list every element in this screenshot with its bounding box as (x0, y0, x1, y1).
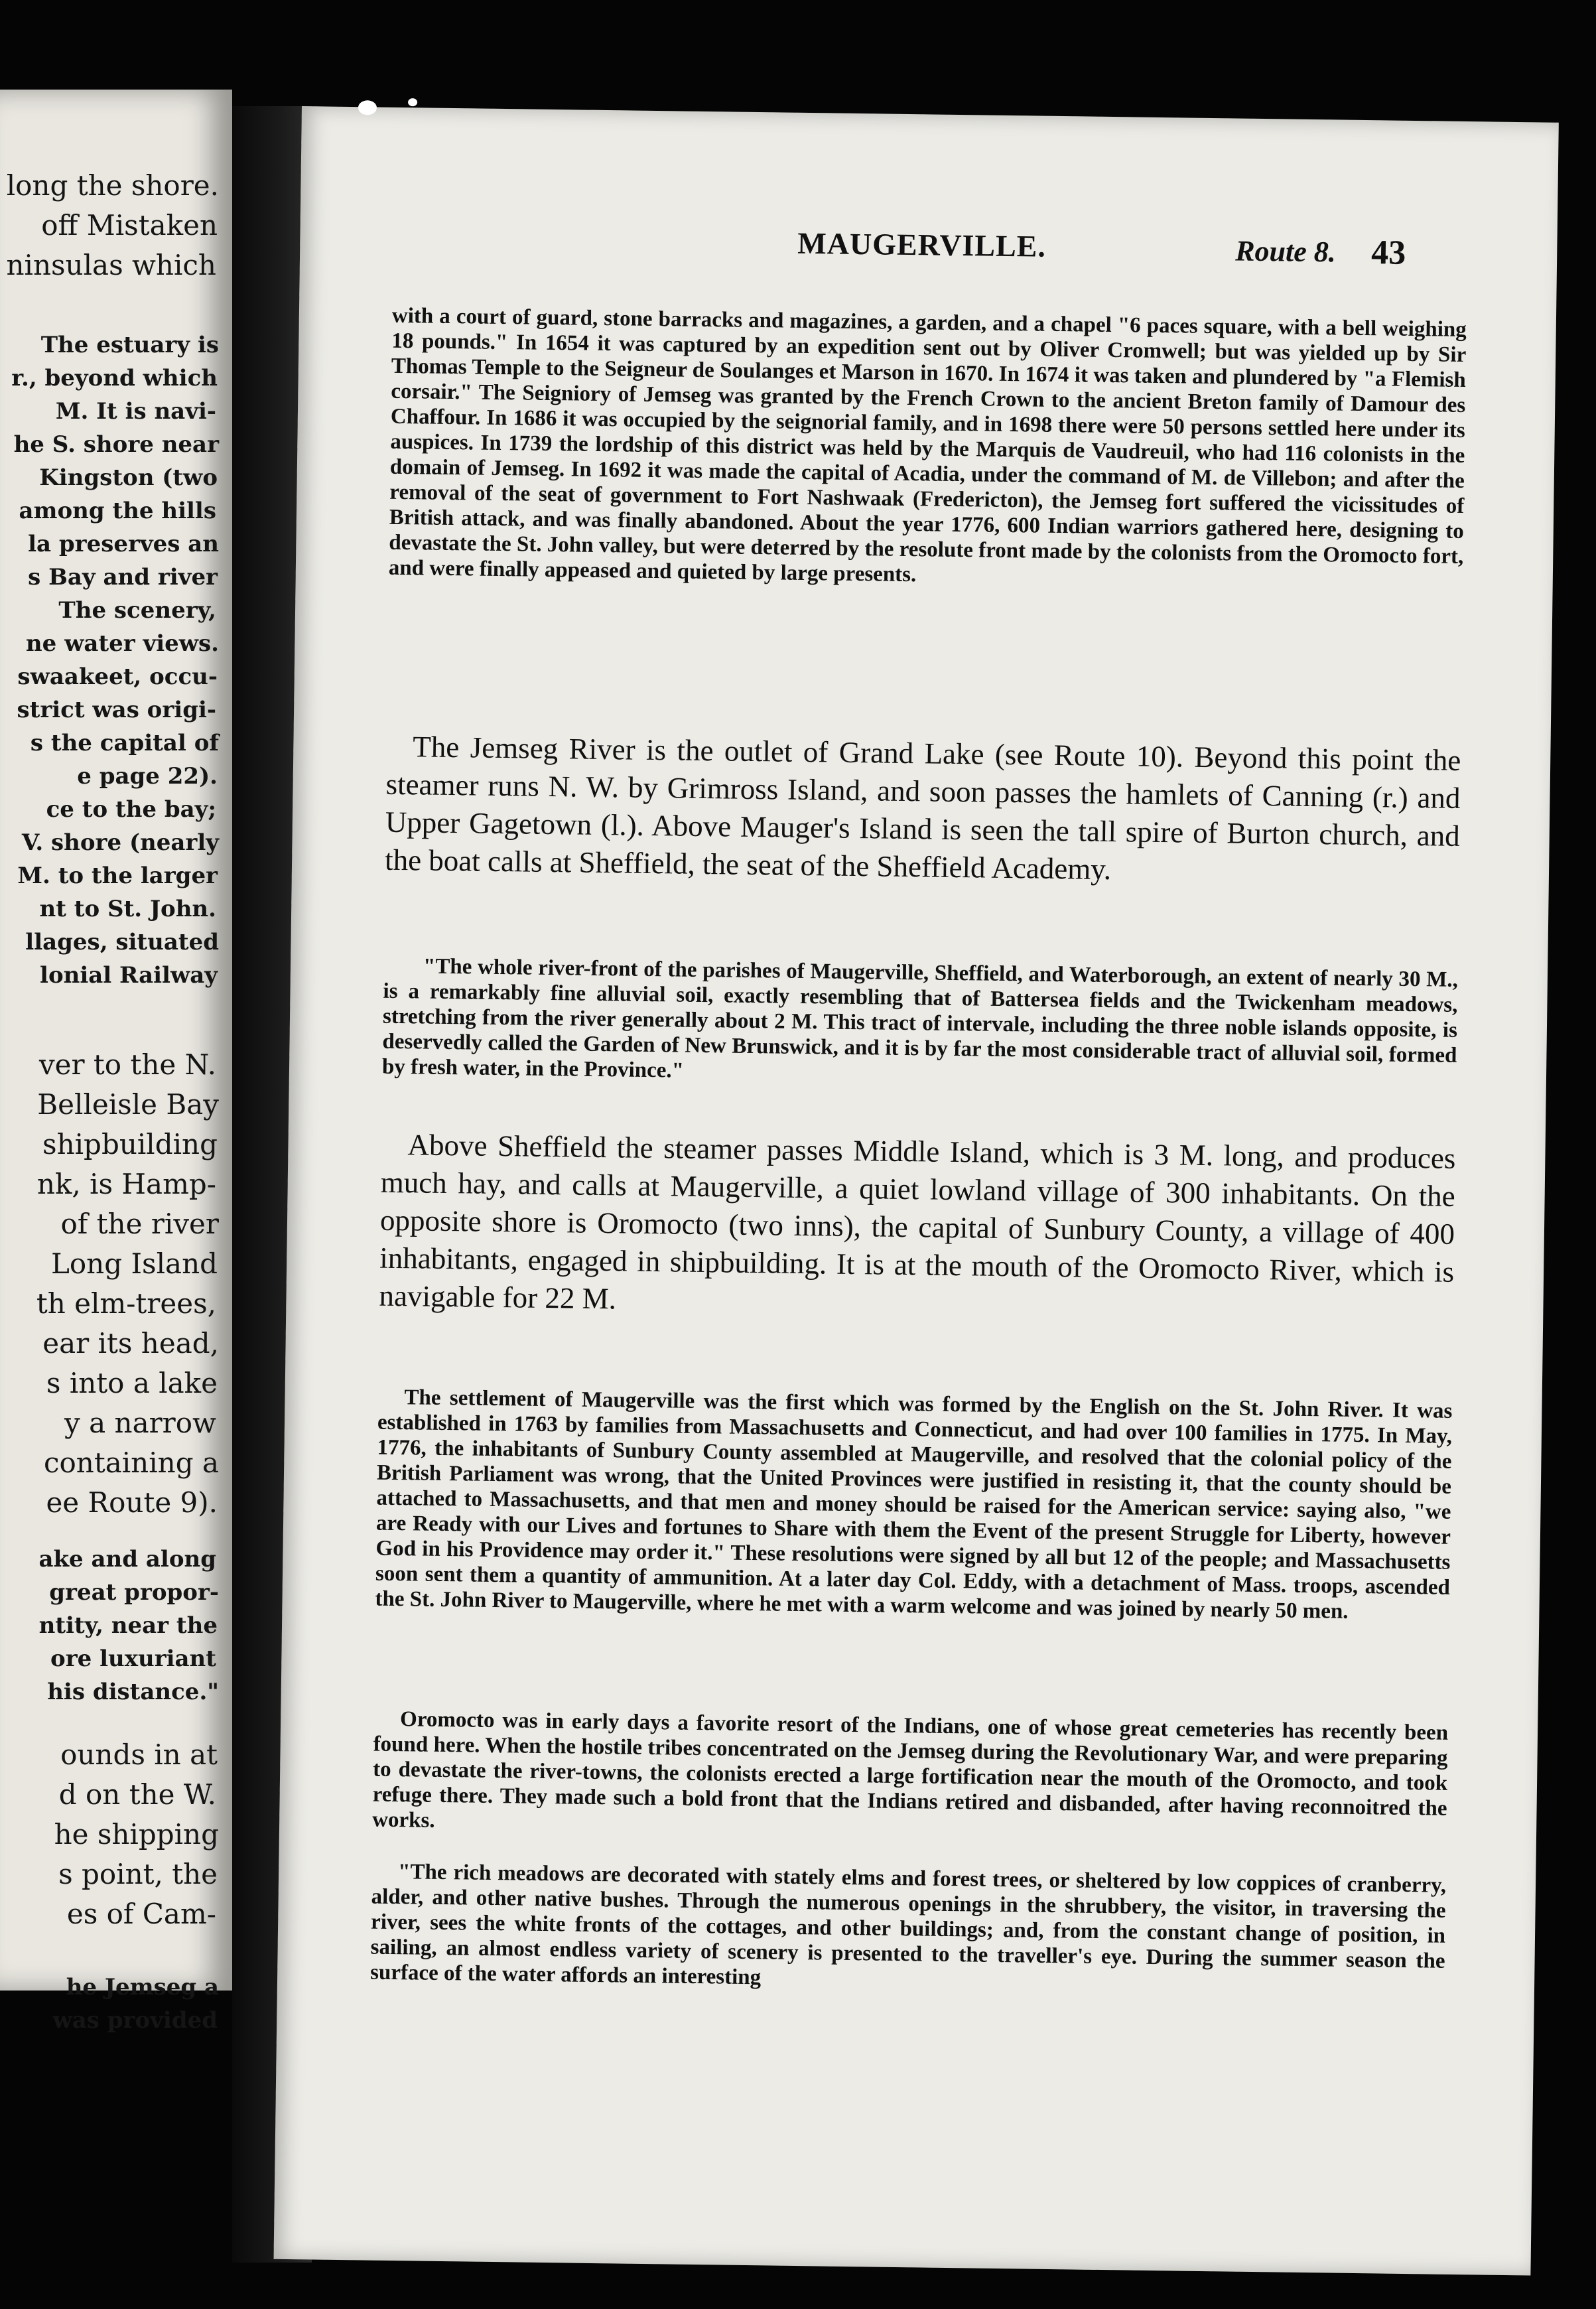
paragraph-text: The Jemseg River is the outlet of Grand Lake (see Route 10). Beyond this point the steamer runs N. W. by Grimross Island, and soon passes the hamlets of Canning (r.) and Upper Gagetown (l.). Above Mauger's Island is seen the tall spire of Burton church, and the boat calls at Sheffield, the seat of the Sheffield Academy. (384, 730, 1461, 886)
left-page-line: Kingston (two (39, 464, 218, 491)
left-page-line: la preserves an (28, 531, 219, 557)
maugerville-settlement-paragraph (375, 1385, 1452, 1626)
left-page-line: M. It is navi- (55, 398, 216, 425)
page-number: 43 (1370, 234, 1406, 272)
left-page-line: of the river (60, 1208, 219, 1240)
right-page (274, 106, 1559, 2276)
left-page-line: ake and along (38, 1546, 216, 1573)
sheffield-paragraph (379, 1126, 1456, 1329)
jemseg-history-paragraph (389, 303, 1467, 595)
left-page-line: off Mistaken (41, 209, 218, 242)
oromocto-paragraph (372, 1707, 1448, 1847)
left-page-line: s the capital of (30, 730, 219, 756)
left-page-line: great propor- (49, 1579, 219, 1606)
left-page-line: s point, the (58, 1858, 218, 1890)
left-page-fragment (0, 90, 232, 2034)
left-page-line: ear its head, (42, 1327, 219, 1360)
left-page-line: d on the W. (58, 1778, 216, 1811)
paragraph-text: "The whole river-front of the parishes of Maugerville, Sheffield, and Waterborough, an extent of nearly 30 M., is a remarkably fine alluvial soil, exactly resembling that of Battersea fields and the Twickenham meadows, stretching from the river generally about 2 M. This tract of intervale, including the three noble islands opposite, is deservedly called the Garden of New Brunswick, and it is by far the most considerable tract of alluvial soil, formed by fresh water, in the Province." (381, 954, 1459, 1083)
left-page-line: y a narrow (64, 1407, 216, 1439)
paper-speck (408, 98, 417, 106)
left-page-line: e page 22). (77, 763, 218, 790)
paragraph-text: with a court of guard, stone barracks and magazines, a garden, and a chapel "6 paces square, with a bell weighing 18 pounds." In 1654 it was captured by an expedition sent out by Oliver Cromwell; but was yielded up by Sir Thomas Temple to the Seigneur de Soulanges et Marson in 1670. In 1674 it was taken and plundered by "a Flemish corsair." The Seigniory of Jemseg was granted by the French Crown to the ancient Breton family of Damour des Chaffour. In 1686 it was occupied by the seignorial family, and in 1698 there were 50 persons settled here under its auspices. In 1739 the lordship of this district was held by the Marquis de Vaudreuil, who had 116 colonists in the domain of Jemseg. In 1692 it was made the capital of Acadia, under the command of M. de Villebon; and after the removal of the seat of government to Fort Nashwaak (Fredericton), the Jemseg fort suffered the vicissitudes of British attack, and was finally abandoned. About the year 1776, 600 Indian warriors gathered here, designing to devastate the St. John valley, but were deterred by the resolute front made by the colonists from the Oromocto fort, and were finally appeased and quieted by large presents. (388, 303, 1467, 587)
left-page-line: he shipping (54, 1818, 219, 1851)
left-page-line: ninsulas which (6, 249, 216, 281)
left-page-line: ce to the bay; (46, 796, 216, 823)
river-front-quote (382, 953, 1458, 1093)
left-page-line: ver to the N. (38, 1048, 216, 1081)
route-label: Route 8. (1234, 234, 1337, 269)
left-page-line: th elm-trees, (36, 1287, 216, 1320)
left-page-line: lonial Railway (40, 962, 218, 989)
left-page-line: The scenery, (58, 597, 216, 624)
left-page-line: ounds in at (60, 1738, 218, 1771)
paragraph-text: "The rich meadows are decorated with stately elms and forest trees, or sheltered by low coppices of cranberry, alder, and other native bushes. Through the numerous openings in the shrubbery, the visitor, in traversing the river, sees the white fronts of the cottages, and other buildings; and, from the constant change of position, in sailing, an almost endless variety of scenery is presented to the traveller's eye. During the summer season the surface of the water affords an interesting (369, 1860, 1447, 1990)
paper-speck (358, 100, 377, 115)
left-page-line: he Jemseg a (66, 1974, 219, 2000)
left-page-line: M. to the larger (17, 863, 218, 889)
paragraph-text: The settlement of Maugerville was the first which was formed by the English on the St. John River. It was established in 1763 by families from Massachusetts and Connecticut, and had over 100 families in 1775. In May, 1776, the inhabitants of Sunbury County assembled at Maugerville, and resolved that the colonial policy of the British Parliament was wrong, that the United Provinces were justified in resisting it, that the county should be attached to Massachusetts, and that men and money should be raised for the American service: saying also, "we are Ready with our Lives and fortunes to Share with them the Event of the present Struggle for Liberty, however God in his Providence may order it." These resolutions were signed by all but 12 of the people; and Massachusetts soon sent them a quantity of ammunition. At a later day Col. Eddy, with a detachment of Mass. troops, ascended the St. John River to Maugerville, where he met with a warm welcome and was joined by nearly 50 men. (375, 1385, 1453, 1624)
left-page-line: was provided (52, 2007, 218, 2034)
left-page-line: swaakeet, occu- (17, 664, 218, 690)
paragraph-text: Oromocto was in early days a favorite resort of the Indians, one of whose great cemeteries has recently been found here. When the hostile tribes concentrated on the Jemseg during the Revolutionary War, and were preparing to devastate the river-towns, the colonists erected a large fortification near the mouth of the Oromocto, and took refuge there. They made such a bold front that the Indians retired and disbanded, after having reconnoitred the works. (371, 1707, 1449, 1833)
left-page-line: shipbuilding (42, 1128, 218, 1160)
left-page-line: s Bay and river (28, 564, 218, 591)
left-page-line: ore luxuriant (50, 1645, 216, 1672)
left-page-line: V. shore (nearly (21, 829, 219, 856)
left-page-line: The estuary is (40, 332, 219, 358)
left-page-line: r., beyond which (11, 365, 218, 391)
left-page-line: es of Cam- (66, 1898, 216, 1930)
left-page-line: among the hills (19, 498, 216, 524)
left-page-line: Belleisle Bay (37, 1088, 219, 1121)
left-page-line: ntity, near the (38, 1612, 218, 1639)
running-head (797, 226, 1495, 288)
paragraph-text: Above Sheffield the steamer passes Middle Island, which is 3 M. long, and produces much hay, and calls at Maugerville, a quiet lowland village of 300 inhabitants. On the opposite shore is Oromocto (two inns), the capital of Sunbury County, a village of 400 inhabitants, engaged in shipbuilding. It is at the mouth of the Oromocto River, which is navigable for 22 M. (379, 1128, 1456, 1316)
left-page-line: he S. shore near (13, 431, 219, 458)
left-page-line: nk, is Hamp- (36, 1168, 216, 1200)
left-page-line: llages, situated (25, 929, 219, 955)
left-page-line: ee Route 9). (46, 1486, 218, 1519)
rich-meadows-quote (370, 1859, 1446, 1999)
jemseg-river-paragraph (385, 728, 1461, 893)
left-page-line: his distance." (47, 1679, 219, 1705)
left-page-line: containing a (43, 1446, 219, 1479)
left-page-line: s into a lake (46, 1367, 218, 1399)
left-page-line: nt to St. John. (39, 896, 216, 922)
left-page-line: Long Island (50, 1247, 218, 1280)
left-page-line: strict was origi- (17, 697, 216, 723)
page-title: MAUGERVILLE. (797, 226, 1047, 263)
left-page-line: ne water views. (25, 630, 219, 657)
left-page-line: long the shore. (6, 169, 219, 202)
